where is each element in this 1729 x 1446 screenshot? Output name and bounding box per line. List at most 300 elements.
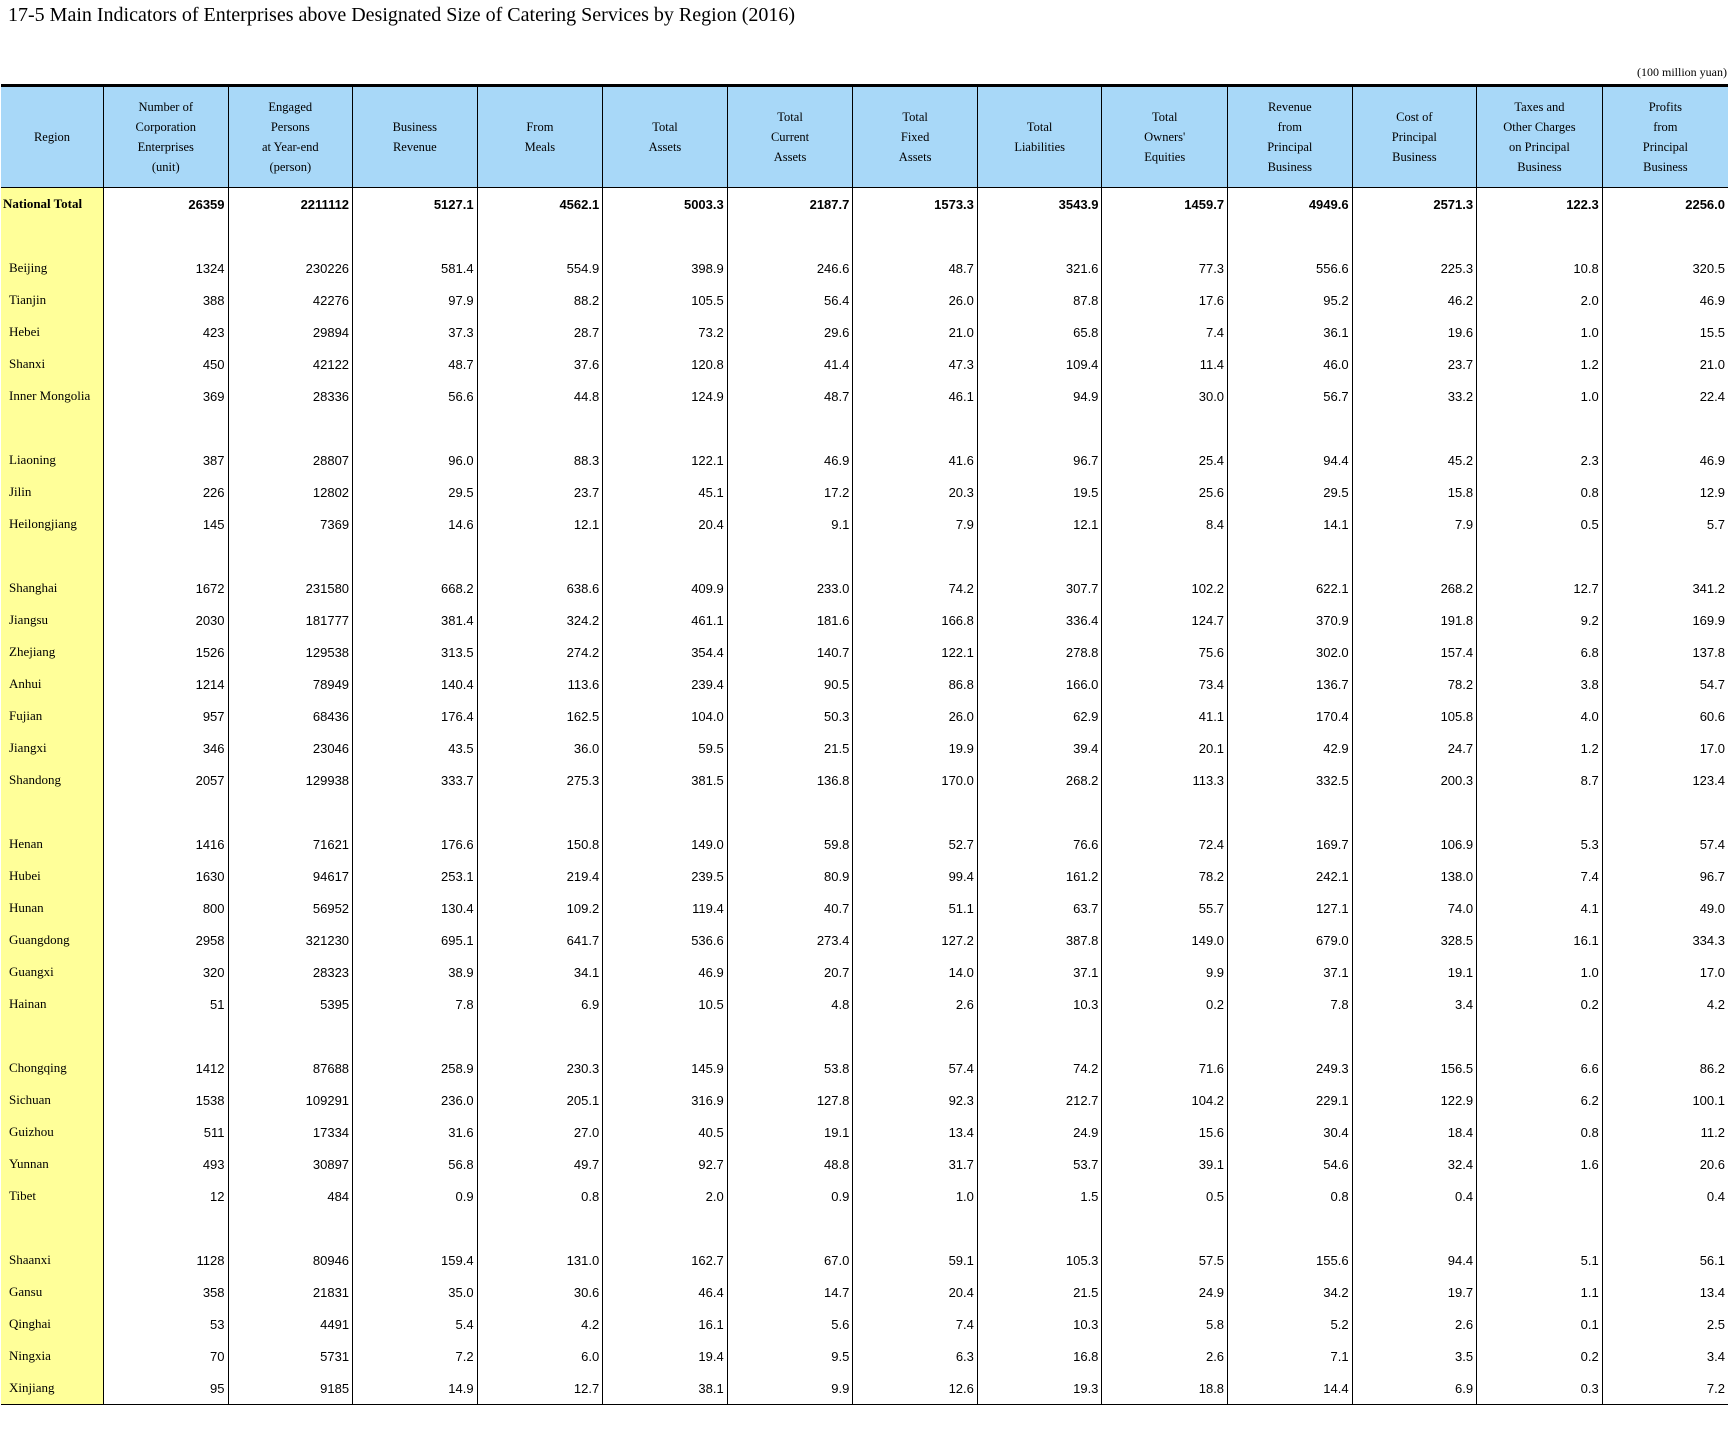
value-cell: 0.9 [727, 1180, 853, 1212]
value-cell: 44.8 [477, 380, 603, 412]
value-cell: 59.8 [727, 828, 853, 860]
value-cell: 41.6 [853, 444, 978, 476]
value-cell: 127.2 [853, 924, 978, 956]
value-cell: 122.9 [1352, 1084, 1477, 1116]
value-cell [977, 796, 1102, 828]
value-cell: 10.5 [603, 988, 728, 1020]
value-cell: 53 [103, 1308, 228, 1340]
value-cell: 2.5 [1602, 1308, 1728, 1340]
value-cell: 95.2 [1228, 284, 1353, 316]
value-cell: 225.3 [1352, 252, 1477, 284]
value-cell: 86.8 [853, 668, 978, 700]
table-row [1, 316, 1728, 348]
value-cell: 1672 [103, 572, 228, 604]
column-header-line: Fixed [900, 130, 930, 144]
value-cell [353, 1212, 478, 1244]
value-cell [477, 540, 603, 572]
table-row [1, 828, 1728, 860]
value-cell: 62.9 [977, 700, 1102, 732]
table-row [1, 1052, 1728, 1084]
value-cell [727, 1020, 853, 1052]
region-cell: Guangdong [1, 924, 103, 956]
region-cell [1, 796, 103, 828]
value-cell: 23.7 [477, 476, 603, 508]
value-cell: 957 [103, 700, 228, 732]
table-row [1, 1084, 1728, 1116]
value-cell: 181.6 [727, 604, 853, 636]
region-cell: Qinghai [1, 1308, 103, 1340]
value-cell: 7.1 [1228, 1340, 1353, 1372]
region-cell: Xinjiang [1, 1372, 103, 1405]
value-cell: 34.1 [477, 956, 603, 988]
value-cell: 2.6 [1102, 1340, 1228, 1372]
value-cell: 1526 [103, 636, 228, 668]
value-cell: 6.6 [1477, 1052, 1603, 1084]
value-cell: 157.4 [1352, 636, 1477, 668]
value-cell: 94617 [228, 860, 353, 892]
value-cell: 5731 [228, 1340, 353, 1372]
value-cell: 10.3 [977, 988, 1102, 1020]
value-cell: 30.6 [477, 1276, 603, 1308]
value-cell: 19.1 [1352, 956, 1477, 988]
value-cell: 104.2 [1102, 1084, 1228, 1116]
value-cell: 5395 [228, 988, 353, 1020]
value-cell: 233.0 [727, 572, 853, 604]
table-body [1, 188, 1728, 1405]
value-cell [353, 412, 478, 444]
value-cell: 0.2 [1102, 988, 1228, 1020]
value-cell: 166.0 [977, 668, 1102, 700]
value-cell: 2187.7 [727, 188, 853, 221]
value-cell [1228, 220, 1353, 252]
value-cell: 2958 [103, 924, 228, 956]
value-cell: 13.4 [1602, 1276, 1728, 1308]
value-cell: 131.0 [477, 1244, 603, 1276]
value-cell: 21.5 [977, 1276, 1102, 1308]
column-header-line: (unit) [151, 160, 180, 174]
region-cell: Ningxia [1, 1340, 103, 1372]
value-cell: 20.1 [1102, 732, 1228, 764]
value-cell: 72.4 [1102, 828, 1228, 860]
value-cell: 230226 [228, 252, 353, 284]
value-cell: 29.5 [1228, 476, 1353, 508]
value-cell: 78.2 [1352, 668, 1477, 700]
value-cell: 9.9 [727, 1372, 853, 1405]
value-cell: 14.6 [353, 508, 478, 540]
value-cell: 2.6 [853, 988, 978, 1020]
value-cell: 695.1 [353, 924, 478, 956]
value-cell: 109291 [228, 1084, 353, 1116]
column-header [353, 86, 478, 188]
value-cell [853, 796, 978, 828]
region-cell: Yunnan [1, 1148, 103, 1180]
value-cell: 358 [103, 1276, 228, 1308]
value-cell: 71.6 [1102, 1052, 1228, 1084]
value-cell: 136.7 [1228, 668, 1353, 700]
value-cell: 0.5 [1102, 1180, 1228, 1212]
region-cell: Anhui [1, 668, 103, 700]
value-cell: 0.5 [1477, 508, 1603, 540]
value-cell: 23.7 [1352, 348, 1477, 380]
value-cell: 37.6 [477, 348, 603, 380]
value-cell [1228, 1020, 1353, 1052]
value-cell: 668.2 [353, 572, 478, 604]
value-cell: 46.9 [603, 956, 728, 988]
value-cell: 51.1 [853, 892, 978, 924]
column-header-line: Taxes and [1514, 100, 1565, 114]
value-cell [103, 1212, 228, 1244]
value-cell: 176.6 [353, 828, 478, 860]
value-cell [228, 1020, 353, 1052]
value-cell: 57.5 [1102, 1244, 1228, 1276]
region-cell: Shaanxi [1, 1244, 103, 1276]
value-cell: 273.4 [727, 924, 853, 956]
value-cell [353, 796, 478, 828]
value-cell: 1538 [103, 1084, 228, 1116]
value-cell: 27.0 [477, 1116, 603, 1148]
column-header [1602, 86, 1728, 188]
value-cell [603, 1020, 728, 1052]
value-cell: 5.1 [1477, 1244, 1603, 1276]
value-cell: 581.4 [353, 252, 478, 284]
table-row [1, 284, 1728, 316]
value-cell: 4491 [228, 1308, 353, 1340]
value-cell: 370.9 [1228, 604, 1353, 636]
table-row [1, 252, 1728, 284]
region-cell: Hubei [1, 860, 103, 892]
value-cell: 86.2 [1602, 1052, 1728, 1084]
table-row [1, 892, 1728, 924]
column-header [977, 86, 1102, 188]
value-cell: 96.0 [353, 444, 478, 476]
column-header-line: Principal [1267, 140, 1313, 154]
value-cell: 94.4 [1352, 1244, 1477, 1276]
value-cell [977, 540, 1102, 572]
table-row [1, 956, 1728, 988]
value-cell: 5.8 [1102, 1308, 1228, 1340]
value-cell: 12.9 [1602, 476, 1728, 508]
value-cell: 137.8 [1602, 636, 1728, 668]
value-cell [727, 1212, 853, 1244]
value-cell: 1412 [103, 1052, 228, 1084]
value-cell: 274.2 [477, 636, 603, 668]
region-cell: Gansu [1, 1276, 103, 1308]
value-cell: 0.8 [477, 1180, 603, 1212]
value-cell: 28336 [228, 380, 353, 412]
column-header-line: Region [33, 130, 71, 144]
value-cell: 33.2 [1352, 380, 1477, 412]
value-cell: 161.2 [977, 860, 1102, 892]
value-cell: 78.2 [1102, 860, 1228, 892]
value-cell: 48.7 [853, 252, 978, 284]
column-header-line: Cost of [1396, 110, 1433, 124]
value-cell: 41.1 [1102, 700, 1228, 732]
value-cell: 258.9 [353, 1052, 478, 1084]
value-cell: 249.3 [1228, 1052, 1353, 1084]
value-cell: 0.3 [1477, 1372, 1603, 1405]
region-cell: Shanghai [1, 572, 103, 604]
value-cell: 145 [103, 508, 228, 540]
value-cell: 94.4 [1228, 444, 1353, 476]
value-cell: 113.6 [477, 668, 603, 700]
value-cell: 162.5 [477, 700, 603, 732]
value-cell: 7.9 [1352, 508, 1477, 540]
value-cell [603, 1212, 728, 1244]
value-cell: 78949 [228, 668, 353, 700]
value-cell: 48.8 [727, 1148, 853, 1180]
region-cell: Zhejiang [1, 636, 103, 668]
value-cell: 50.3 [727, 700, 853, 732]
value-cell: 37.1 [977, 956, 1102, 988]
value-cell: 36.1 [1228, 316, 1353, 348]
column-header [1352, 86, 1477, 188]
value-cell: 1.0 [1477, 956, 1603, 988]
value-cell: 7.2 [353, 1340, 478, 1372]
value-cell: 25.4 [1102, 444, 1228, 476]
value-cell: 176.4 [353, 700, 478, 732]
value-cell: 5.4 [353, 1308, 478, 1340]
table-row [1, 1308, 1728, 1340]
value-cell: 124.9 [603, 380, 728, 412]
national-total-row [1, 188, 1728, 221]
column-header [727, 86, 853, 188]
value-cell: 32.4 [1352, 1148, 1477, 1180]
value-cell [727, 412, 853, 444]
value-cell: 73.2 [603, 316, 728, 348]
value-cell: 246.6 [727, 252, 853, 284]
value-cell: 56.8 [353, 1148, 478, 1180]
value-cell: 242.1 [1228, 860, 1353, 892]
value-cell: 80946 [228, 1244, 353, 1276]
value-cell: 41.4 [727, 348, 853, 380]
value-cell: 46.9 [1602, 284, 1728, 316]
value-cell: 1.6 [1477, 1148, 1603, 1180]
value-cell: 80.9 [727, 860, 853, 892]
value-cell: 302.0 [1228, 636, 1353, 668]
value-cell [1477, 540, 1603, 572]
value-cell: 92.7 [603, 1148, 728, 1180]
value-cell: 230.3 [477, 1052, 603, 1084]
value-cell [1228, 540, 1353, 572]
table-row [1, 1276, 1728, 1308]
value-cell [477, 412, 603, 444]
table-row [1, 1180, 1728, 1212]
table-row [1, 988, 1728, 1020]
value-cell: 9.2 [1477, 604, 1603, 636]
column-header-line: Business [1392, 150, 1437, 164]
value-cell [1477, 1180, 1603, 1212]
value-cell: 0.8 [1228, 1180, 1353, 1212]
value-cell: 25.6 [1102, 476, 1228, 508]
value-cell: 109.4 [977, 348, 1102, 380]
value-cell: 24.7 [1352, 732, 1477, 764]
value-cell [727, 796, 853, 828]
table-row [1, 508, 1728, 540]
value-cell: 87688 [228, 1052, 353, 1084]
value-cell: 679.0 [1228, 924, 1353, 956]
value-cell: 88.2 [477, 284, 603, 316]
value-cell [1102, 540, 1228, 572]
value-cell: 1.2 [1477, 348, 1603, 380]
value-cell: 24.9 [1102, 1276, 1228, 1308]
value-cell: 19.7 [1352, 1276, 1477, 1308]
value-cell [1352, 540, 1477, 572]
table-row [1, 860, 1728, 892]
value-cell: 4.1 [1477, 892, 1603, 924]
table-row [1, 572, 1728, 604]
table-row [1, 476, 1728, 508]
value-cell: 59.5 [603, 732, 728, 764]
value-cell: 47.3 [853, 348, 978, 380]
region-cell: Inner Mongolia [1, 380, 103, 412]
value-cell: 324.2 [477, 604, 603, 636]
table-row [1, 444, 1728, 476]
value-cell: 17.0 [1602, 956, 1728, 988]
value-cell: 159.4 [353, 1244, 478, 1276]
value-cell: 169.9 [1602, 604, 1728, 636]
spacer-row [1, 1212, 1728, 1244]
region-cell [1, 1212, 103, 1244]
value-cell: 381.5 [603, 764, 728, 796]
value-cell: 19.5 [977, 476, 1102, 508]
value-cell: 231580 [228, 572, 353, 604]
value-cell: 88.3 [477, 444, 603, 476]
value-cell [1602, 1020, 1728, 1052]
value-cell: 130.4 [353, 892, 478, 924]
region-cell [1, 1020, 103, 1052]
value-cell: 4.8 [727, 988, 853, 1020]
value-cell: 0.2 [1477, 1340, 1603, 1372]
value-cell: 56.6 [353, 380, 478, 412]
column-header-line: on Principal [1509, 140, 1570, 154]
table-row [1, 1148, 1728, 1180]
column-header-line: Enterprises [137, 140, 194, 154]
region-cell: Chongqing [1, 1052, 103, 1084]
value-cell: 6.3 [853, 1340, 978, 1372]
value-cell: 461.1 [603, 604, 728, 636]
table-row [1, 764, 1728, 796]
value-cell: 1573.3 [853, 188, 978, 221]
value-cell: 219.4 [477, 860, 603, 892]
value-cell: 145.9 [603, 1052, 728, 1084]
value-cell: 17.6 [1102, 284, 1228, 316]
region-cell: Henan [1, 828, 103, 860]
value-cell: 29894 [228, 316, 353, 348]
value-cell [977, 220, 1102, 252]
column-header [1, 86, 103, 188]
value-cell: 0.4 [1352, 1180, 1477, 1212]
value-cell: 4.2 [1602, 988, 1728, 1020]
value-cell: 1.5 [977, 1180, 1102, 1212]
value-cell: 140.7 [727, 636, 853, 668]
column-header-line: Business [1517, 160, 1562, 174]
value-cell [853, 540, 978, 572]
value-cell: 6.8 [1477, 636, 1603, 668]
region-cell: Liaoning [1, 444, 103, 476]
value-cell: 1324 [103, 252, 228, 284]
value-cell: 409.9 [603, 572, 728, 604]
value-cell: 16.1 [603, 1308, 728, 1340]
table-row [1, 700, 1728, 732]
value-cell: 1.0 [853, 1180, 978, 1212]
value-cell: 37.3 [353, 316, 478, 348]
value-cell [1352, 1020, 1477, 1052]
value-cell [353, 220, 478, 252]
value-cell: 170.0 [853, 764, 978, 796]
value-cell: 124.7 [1102, 604, 1228, 636]
value-cell [353, 540, 478, 572]
value-cell: 229.1 [1228, 1084, 1353, 1116]
value-cell: 46.9 [1602, 444, 1728, 476]
column-header-line: from [1653, 120, 1678, 134]
value-cell: 2.0 [603, 1180, 728, 1212]
table-row [1, 1340, 1728, 1372]
value-cell: 162.7 [603, 1244, 728, 1276]
value-cell: 170.4 [1228, 700, 1353, 732]
region-cell [1, 540, 103, 572]
value-cell: 0.1 [1477, 1308, 1603, 1340]
column-header-line: Liabilities [1014, 140, 1065, 154]
value-cell: 450 [103, 348, 228, 380]
value-cell: 0.4 [1602, 1180, 1728, 1212]
table-row [1, 348, 1728, 380]
column-header-line: Principal [1642, 140, 1688, 154]
value-cell [1352, 1212, 1477, 1244]
value-cell: 29.6 [727, 316, 853, 348]
spacer-row [1, 412, 1728, 444]
value-cell: 19.3 [977, 1372, 1102, 1405]
value-cell: 239.5 [603, 860, 728, 892]
value-cell: 341.2 [1602, 572, 1728, 604]
region-cell: Guangxi [1, 956, 103, 988]
value-cell: 253.1 [353, 860, 478, 892]
value-cell: 34.2 [1228, 1276, 1353, 1308]
value-cell: 2057 [103, 764, 228, 796]
value-cell: 30.0 [1102, 380, 1228, 412]
value-cell [853, 1020, 978, 1052]
value-cell: 65.8 [977, 316, 1102, 348]
column-header-line: Assets [773, 150, 807, 164]
value-cell: 75.6 [1102, 636, 1228, 668]
value-cell: 122.3 [1477, 188, 1603, 221]
value-cell: 16.1 [1477, 924, 1603, 956]
value-cell: 40.7 [727, 892, 853, 924]
table-row [1, 668, 1728, 700]
column-header-line: Total [1151, 110, 1178, 124]
value-cell [103, 540, 228, 572]
value-cell: 48.7 [353, 348, 478, 380]
value-cell: 268.2 [1352, 572, 1477, 604]
value-cell: 2571.3 [1352, 188, 1477, 221]
value-cell: 800 [103, 892, 228, 924]
column-header [477, 86, 603, 188]
value-cell: 205.1 [477, 1084, 603, 1116]
value-cell: 150.8 [477, 828, 603, 860]
value-cell: 2256.0 [1602, 188, 1728, 221]
value-cell: 20.7 [727, 956, 853, 988]
value-cell: 74.0 [1352, 892, 1477, 924]
column-header-line: Assets [648, 140, 682, 154]
value-cell [1352, 412, 1477, 444]
value-cell: 8.4 [1102, 508, 1228, 540]
value-cell: 12.7 [1477, 572, 1603, 604]
value-cell [477, 220, 603, 252]
value-cell: 387.8 [977, 924, 1102, 956]
value-cell: 511 [103, 1116, 228, 1148]
value-cell: 19.4 [603, 1340, 728, 1372]
column-header-line: at Year-end [261, 140, 319, 154]
value-cell: 129538 [228, 636, 353, 668]
